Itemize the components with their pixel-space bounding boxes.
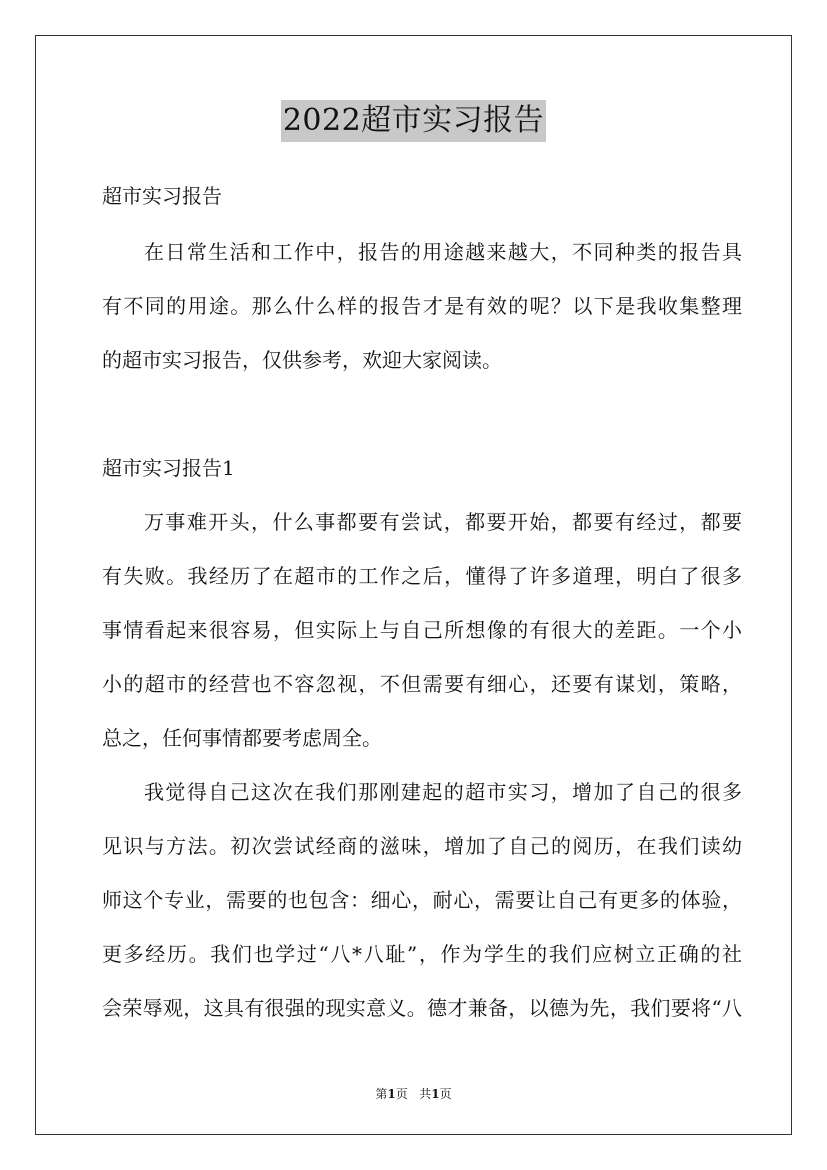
- paragraph-line: 的超市实习报告，仅供参考，欢迎大家阅读。: [102, 348, 502, 372]
- paragraph-line: 总之，任何事情都要考虑周全。: [102, 726, 382, 750]
- paragraph-line: 万事难开头，什么事都要有尝试，都要开始，都要有经过，都要: [144, 510, 742, 534]
- paragraph-line: 事情看起来很容易，但实际上与自己所想像的有很大的差距。一个小: [102, 618, 742, 642]
- paragraph-line: 在日常生活和工作中，报告的用途越来越大，不同种类的报告具: [144, 240, 742, 264]
- paragraph-line: 会荣辱观，这具有很强的现实意义。德才兼备，以德为先，我们要将“八: [102, 996, 742, 1020]
- section-heading: 超市实习报告: [102, 184, 222, 208]
- total-prefix: 共: [419, 1087, 432, 1101]
- total-pages: 1: [431, 1087, 440, 1101]
- paragraph-line: 有失败。我经历了在超市的工作之后，懂得了许多道理，明白了很多: [102, 564, 742, 588]
- section-heading: 超市实习报告1: [102, 456, 235, 480]
- page-footer: [0, 1085, 827, 1102]
- page-suffix: 页: [395, 1087, 408, 1101]
- paragraph-line: 我觉得自己这次在我们那刚建起的超市实习，增加了自己的很多: [144, 780, 742, 804]
- paragraph-line: 更多经历。我们也学过“八*八耻”，作为学生的我们应树立正确的社: [102, 942, 742, 966]
- page-number: 1: [387, 1087, 396, 1101]
- paragraph-line: 见识与方法。初次尝试经商的滋味，增加了自己的阅历，在我们读幼: [102, 834, 742, 858]
- total-suffix: 页: [439, 1087, 452, 1101]
- paragraph-line: 师这个专业，需要的也包含：细心，耐心，需要让自己有更多的体验，: [102, 888, 742, 912]
- paragraph-line: 小的超市的经营也不容忽视，不但需要有细心，还要有谋划，策略，: [102, 672, 742, 696]
- page-prefix: 第: [375, 1087, 388, 1101]
- title-container: [0, 100, 827, 142]
- document-title: 2022超市实习报告: [281, 100, 546, 142]
- paragraph-line: 有不同的用途。那么什么样的报告才是有效的呢？以下是我收集整理: [102, 294, 742, 318]
